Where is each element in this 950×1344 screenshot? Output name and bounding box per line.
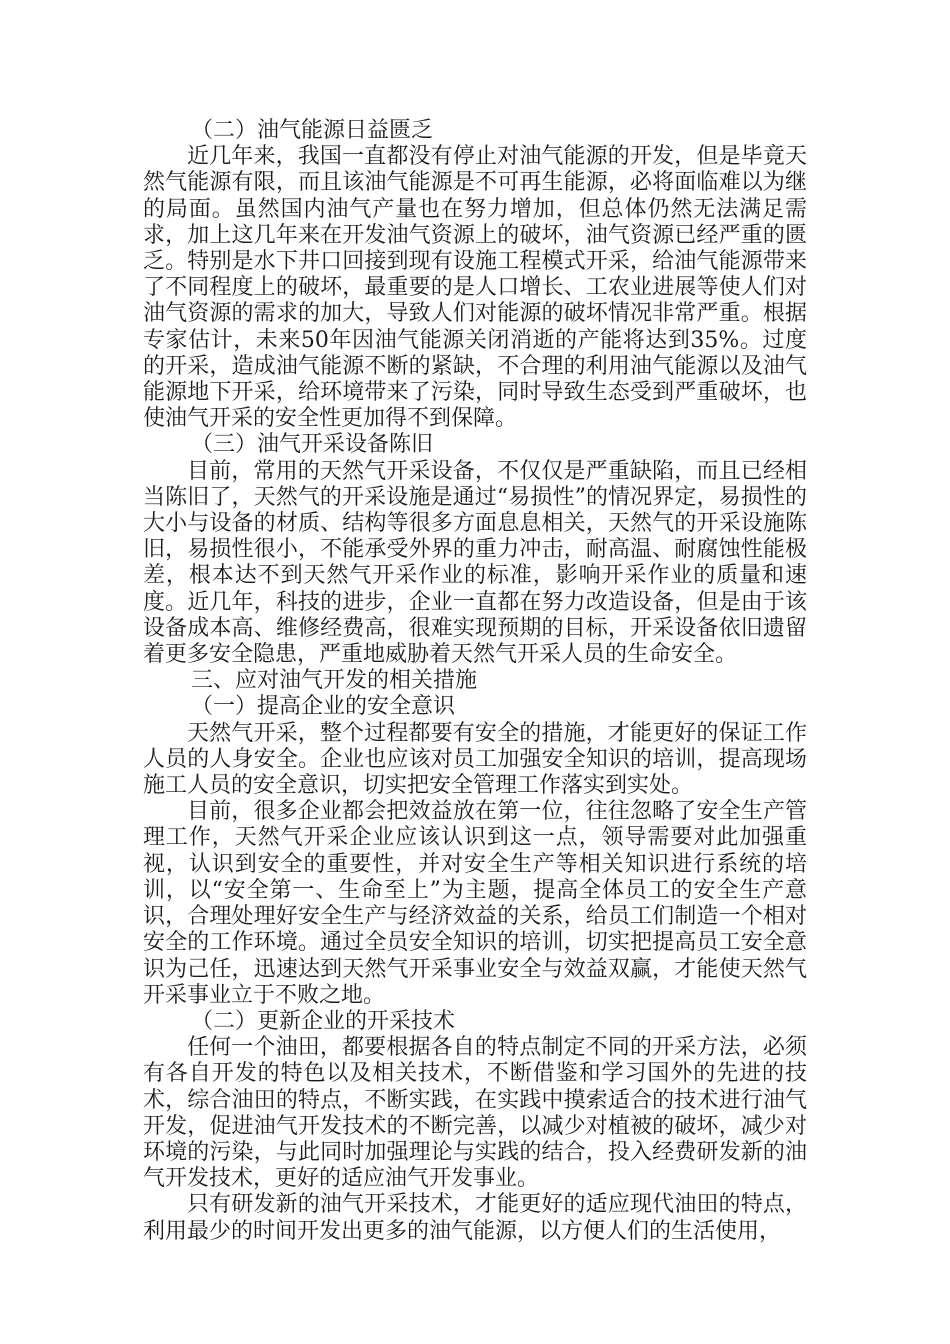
paragraph-oil-gas-shortage: 近几年来，我国一直都没有停止对油气能源的开发，但是毕竟天然气能源有限，而且该油气能源是不可再生能源，必将面临难以为继的局面。虽然国内油气产量也在努力增加，但总体仍然无法满足需求，加上这几年来在开发油气资源上的破坏，油气资源已经严重的匮乏。特别是水下井口回接到现有设施工程模式开采，给油气能源带来了不同程度上的破坏，最重要的是人口增长、工农业进展等使人们对油气资源的需求的加大，导致人们对能源的破坏情况非常严重。根据专家估计，未来50年因油气能源关闭消逝的产能将达到35%。过度的开采，造成油气能源不断的紧缺，不合理的利用油气能源以及油气能源地下开采，给环境带来了污染，同时导致生态受到严重破坏，也使油气开采的安全性更加得不到保障。: [143, 144, 807, 432]
section-heading-update-technology: （二）更新企业的开采技术: [191, 1008, 456, 1034]
paragraph-outdated-equipment: 目前，常用的天然气开采设备，不仅仅是严重缺陷，而且已经相当陈旧了，天然气的开采设施是通过“易损性”的情况界定，易损性的大小与设备的材质、结构等很多方面息息相关，天然气的开采设施陈旧，易损性很小，不能承受外界的重力冲击，耐高温、耐腐蚀性能极差，根本达不到天然气开采作业的标准，影响开采作业的质量和速度。近几年，科技的进步，企业一直都在努力改造设备，但是由于该设备成本高、维修经费高，很难实现预期的目标，开采设备依旧遗留着更多安全隐患，严重地威胁着天然气开采人员的生命安全。: [143, 458, 807, 668]
section-heading-measures: 三、应对油气开发的相关措施: [191, 668, 478, 694]
document-body: [143, 118, 807, 1245]
section-heading-oil-gas-shortage: （二）油气能源日益匮乏: [191, 118, 434, 143]
paragraph-update-technology-1: 任何一个油田，都要根据各自的特点制定不同的开采方法，必须有各自开发的特色以及相关技术，不断借鉴和学习国外的先进的技术，综合油田的特点，不断实践，在实践中摸索适合的技术进行油气开发，促进油气开发技术的不断完善，以减少对植被的破坏，减少对环境的污染，与此同时加强理论与实践的结合，投入经费研发新的油气开发技术，更好的适应油气开发事业。: [143, 1035, 807, 1192]
paragraph-safety-awareness-1: 天然气开采，整个过程都要有安全的措施，才能更好的保证工作人员的人身安全。企业也应该对员工加强安全知识的培训，提高现场施工人员的安全意识，切实把安全管理工作落实到实处。: [143, 720, 807, 799]
section-heading-safety-awareness: （一）提高企业的安全意识: [191, 694, 456, 720]
paragraph-update-technology-2: 只有研发新的油气开采技术，才能更好的适应现代油田的特点，利用最少的时间开发出更多的油气能源，以方便人们的生活使用，: [143, 1192, 807, 1244]
paragraph-safety-awareness-2: 目前，很多企业都会把效益放在第一位，往往忽略了安全生产管理工作，天然气开采企业应该认识到这一点，领导需要对此加强重视，认识到安全的重要性，并对安全生产等相关知识进行系统的培训，以“安全第一、生命至上”为主题，提高全体员工的安全生产意识，合理处理好安全生产与经济效益的关系，给员工们制造一个相对安全的工作环境。通过全员安全知识的培训，切实把提高员工安全意识为己任，迅速达到天然气开采事业安全与效益双赢，才能使天然气开采事业立于不败之地。: [143, 799, 807, 1008]
section-heading-outdated-equipment: （三）油气开采设备陈旧: [191, 432, 434, 458]
